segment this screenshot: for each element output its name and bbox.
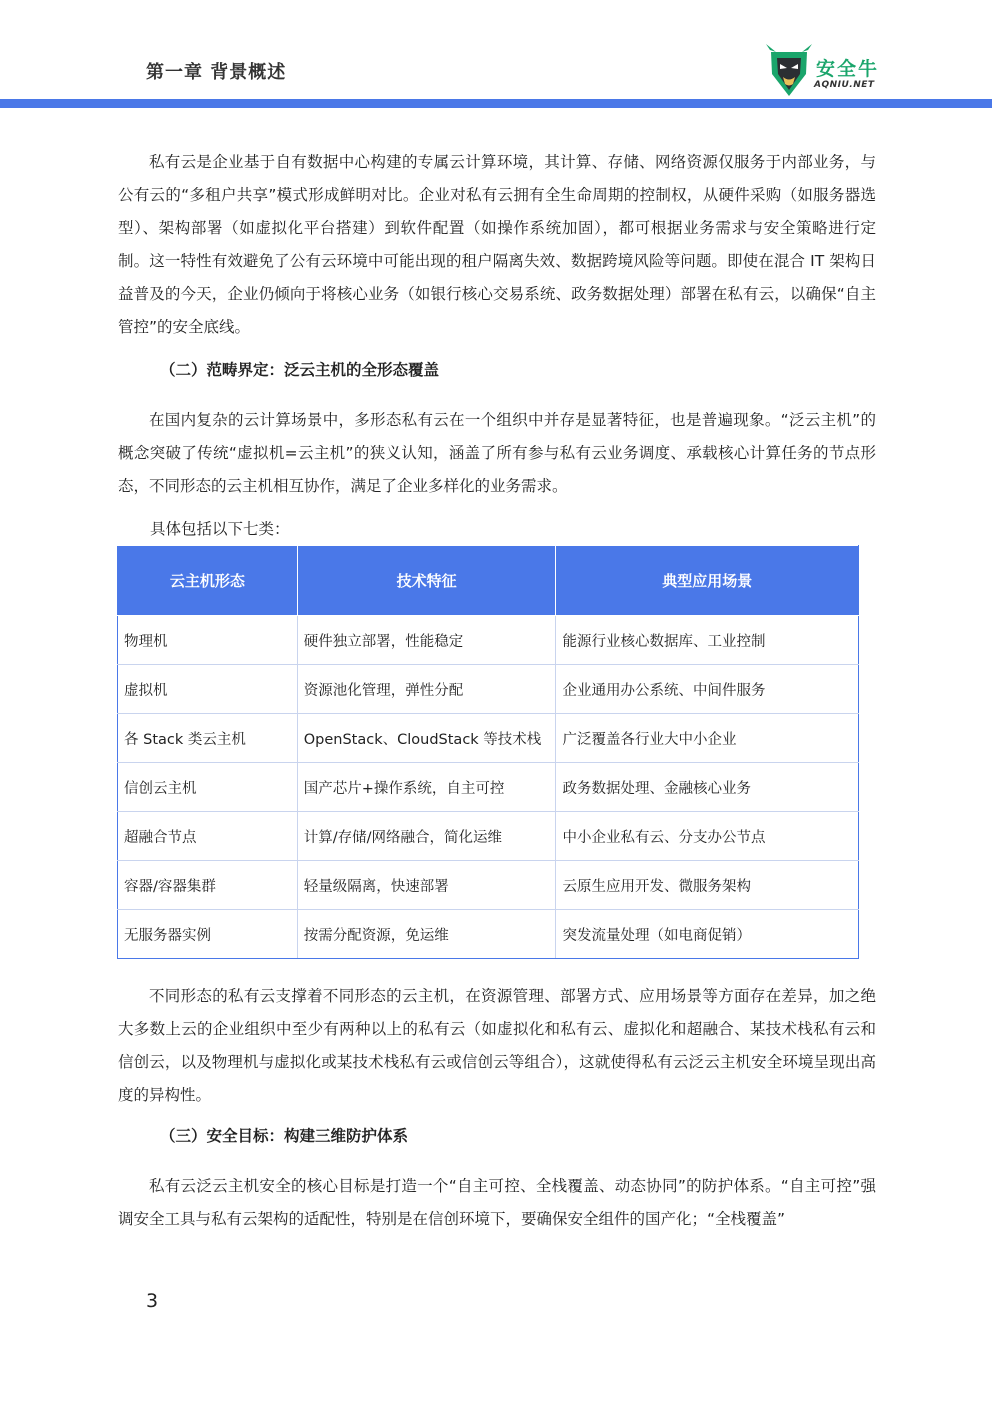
table-header-row [118, 546, 859, 616]
section-heading-scope: （二）范畴界定：泛云主机的全形态覆盖 [160, 361, 440, 379]
logo-chinese-text: 安全牛 [816, 58, 880, 80]
paragraph-security-goals: 私有云泛云主机安全的核心目标是打造一个“自主可控、全栈覆盖、动态协同”的防护体系。“自主可控”强调安全工具与私有云架构的适配性，特别是在信创环境下，要确保安全组件的国产化；“全栈覆盖” [118, 1177, 876, 1228]
table-row [118, 763, 859, 812]
table-cell: 政务数据处理、金融核心业务 [556, 763, 859, 812]
table-cell: 各 Stack 类云主机 [118, 714, 298, 763]
table-cell: 国产芯片+操作系统，自主可控 [297, 763, 556, 812]
table-cell: 超融合节点 [118, 812, 298, 861]
paragraph-private-cloud-definition: 私有云是企业基于自有数据中心构建的专属云计算环境，其计算、存储、网络资源仅服务于内部业务，与公有云的“多租户共享”模式形成鲜明对比。企业对私有云拥有全生命周期的控制权，从硬件采购（如服务器选型）、架构部署（如虚拟化平台搭建）到软件配置（如操作系统加固），都可根据业务需求与安全策略进行定制。这一特性有效避免了公有云环境中可能出现的租户隔离失效、数据跨境风险等问题。即使在混合 IT 架构日益普及的今天，企业仍倾向于将核心业务（如银行核心交易系统、政务数据处理）部署在私有云，以确保“自主管控”的安全底线。 [118, 153, 876, 336]
table-cell: 轻量级隔离，快速部署 [297, 861, 556, 910]
table-cell: 云原生应用开发、微服务架构 [556, 861, 859, 910]
table-cell: 信创云主机 [118, 763, 298, 812]
section-heading-security-goals: （三）安全目标：构建三维防护体系 [160, 1127, 409, 1145]
table-cell: 能源行业核心数据库、工业控制 [556, 616, 859, 665]
header-divider-bar [0, 99, 992, 108]
bull-shield-icon [766, 44, 812, 96]
table-cell: 按需分配资源，免运维 [297, 910, 556, 959]
table-cell: 硬件独立部署，性能稳定 [297, 616, 556, 665]
paragraph-heterogeneity: 不同形态的私有云支撑着不同形态的云主机，在资源管理、部署方式、应用场景等方面存在差异，加之绝大多数上云的企业组织中至少有两种以上的私有云（如虚拟化和私有云、虚拟化和超融合、某技术栈私有云和信创云，以及物理机与虚拟化或某技术栈私有云或信创云等组合），这就使得私有云泛云主机安全环境呈现出高度的异构性。 [118, 987, 876, 1104]
table-cell: 中小企业私有云、分支办公节点 [556, 812, 859, 861]
table-row [118, 616, 859, 665]
table-cell: 虚拟机 [118, 665, 298, 714]
column-header-scenario: 典型应用场景 [556, 546, 859, 616]
column-header-tech: 技术特征 [297, 546, 556, 616]
table-row [118, 714, 859, 763]
table-row [118, 665, 859, 714]
table-cell: 广泛覆盖各行业大中小企业 [556, 714, 859, 763]
brand-logo [766, 44, 886, 96]
table-row [118, 910, 859, 959]
table-cell: OpenStack、CloudStack 等技术栈 [297, 714, 556, 763]
column-header-form: 云主机形态 [118, 546, 298, 616]
table-intro-text: 具体包括以下七类： [150, 520, 290, 538]
table-cell: 突发流量处理（如电商促销） [556, 910, 859, 959]
chapter-title: 第一章 背景概述 [146, 62, 287, 83]
table-cell: 无服务器实例 [118, 910, 298, 959]
cloud-host-types-table [117, 545, 859, 959]
page-header [0, 0, 992, 110]
table-row [118, 861, 859, 910]
table-cell: 计算/存储/网络融合，简化运维 [297, 812, 556, 861]
paragraph-pan-cloud-host: 在国内复杂的云计算场景中，多形态私有云在一个组织中并存是显著特征，也是普遍现象。“泛云主机”的概念突破了传统“虚拟机=云主机”的狭义认知，涵盖了所有参与私有云业务调度、承载核心计算任务的节点形态，不同形态的云主机相互协作，满足了企业多样化的业务需求。 [118, 411, 876, 495]
page-number: 3 [146, 1290, 159, 1312]
table-cell: 物理机 [118, 616, 298, 665]
table-cell: 资源池化管理，弹性分配 [297, 665, 556, 714]
table-row [118, 812, 859, 861]
table-cell: 企业通用办公系统、中间件服务 [556, 665, 859, 714]
table-cell: 容器/容器集群 [118, 861, 298, 910]
logo-english-text: AQNIU.NET [814, 80, 875, 90]
